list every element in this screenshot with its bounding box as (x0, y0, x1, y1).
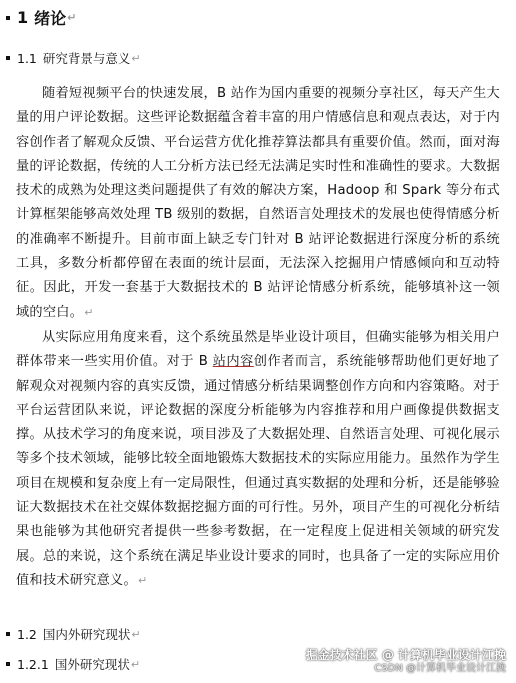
paragraph-2-text-start: 从实际应用角度来看，这个系统虽然是毕业设计项目，但确实能够为相关用户群体带来一些实用价值。对于 B (16, 329, 500, 370)
spellcheck-underlined-word: 站内容 (212, 354, 254, 370)
heading-bullet-icon (6, 56, 10, 60)
paragraph-mark-icon: ↵ (130, 657, 141, 671)
heading-number: 1.1 (17, 50, 37, 66)
paragraph-1 (16, 82, 500, 325)
heading-number: 1 (17, 8, 29, 27)
paragraph-1-text: 随着短视频平台的快速发展，B 站作为国内重要的视频分享社区，每天产生大量的用户评论数据。这些评论数据蕴含着丰富的用户情感信息和观点表达，对于内容创作者了解观众反馈、平台运营方优化推荐算法都具有重要价值。然而，面对海量的评论数据，传统的人工分析方法已经无法满足实时性和准确性的要求。大数据技术的成熟为处理这类问题提供了有效的解决方案，Hadoop 和 Spark 等分布式计算框架能够高效处理 TB 级别的数据，自然语言处理技术的发展也使得情感分析的准确率不断提升。目前市面上缺乏专门针对 B 站评论数据进行深度分析的系统工具，多数分析都停留在表面的统计层面，无法深入挖掘用户情感倾向和互动特征。因此，开发一套基于大数据技术的 B 站评论情感分析系统，能够填补这一领域的空白。 (16, 86, 500, 320)
heading-1-2 (6, 625, 141, 643)
heading-title: 绪论 (34, 9, 67, 28)
heading-title: 国外研究现状 (54, 657, 130, 672)
heading-bullet-icon (6, 16, 10, 20)
heading-1-2-1 (6, 655, 140, 673)
paragraph-mark-icon: ↵ (131, 51, 141, 65)
heading-1 (6, 6, 76, 29)
heading-number: 1.2.1 (17, 656, 49, 672)
heading-number: 1.2 (17, 626, 37, 642)
paragraph-2 (16, 326, 500, 593)
heading-1-1 (6, 49, 141, 67)
watermark-line-1: 掘金技术社区 @ 计算机毕业设计江挽 (305, 648, 506, 662)
body-text (16, 82, 500, 593)
paragraph-mark-icon: ↵ (67, 11, 77, 24)
watermark-line-2: CSDN @计算机毕业设计江挽 (374, 663, 506, 674)
paragraph-mark-icon: ↵ (137, 573, 148, 587)
paragraph-2-text-end: 创作者而言，系统能够帮助他们更好地了解观众对视频内容的真实反馈，通过情感分析结果调整创作方向和内容策略。对于平台运营团队来说，评论数据的深度分析能够为内容推荐和用户画像提供数据支撑。从技术学习的角度来说，项目涉及了大数据处理、自然语言处理、可视化展示等多个技术领域，能够比较全面地锻炼大数据技术的实际应用能力。虽然作为学生项目在规模和复杂度上有一定局限性，但通过真实数据的处理和分析，还是能够验证大数据技术在社交媒体数据挖掘方面的可行性。另外，项目产生的可视化分析结果也能够为其他研究者提供一些参考数据，在一定程度上促进相关领域的研究发展。总的来说，这个系统在满足毕业设计要求的同时，也具备了一定的实际应用价值和技术研究意义。 (16, 354, 501, 588)
heading-bullet-icon (6, 662, 10, 666)
paragraph-mark-icon: ↵ (84, 305, 94, 319)
heading-bullet-icon (6, 632, 10, 636)
heading-title: 国内外研究现状 (42, 627, 131, 642)
watermark (306, 647, 506, 675)
heading-title: 研究背景与意义 (42, 51, 131, 66)
paragraph-mark-icon: ↵ (131, 627, 141, 641)
